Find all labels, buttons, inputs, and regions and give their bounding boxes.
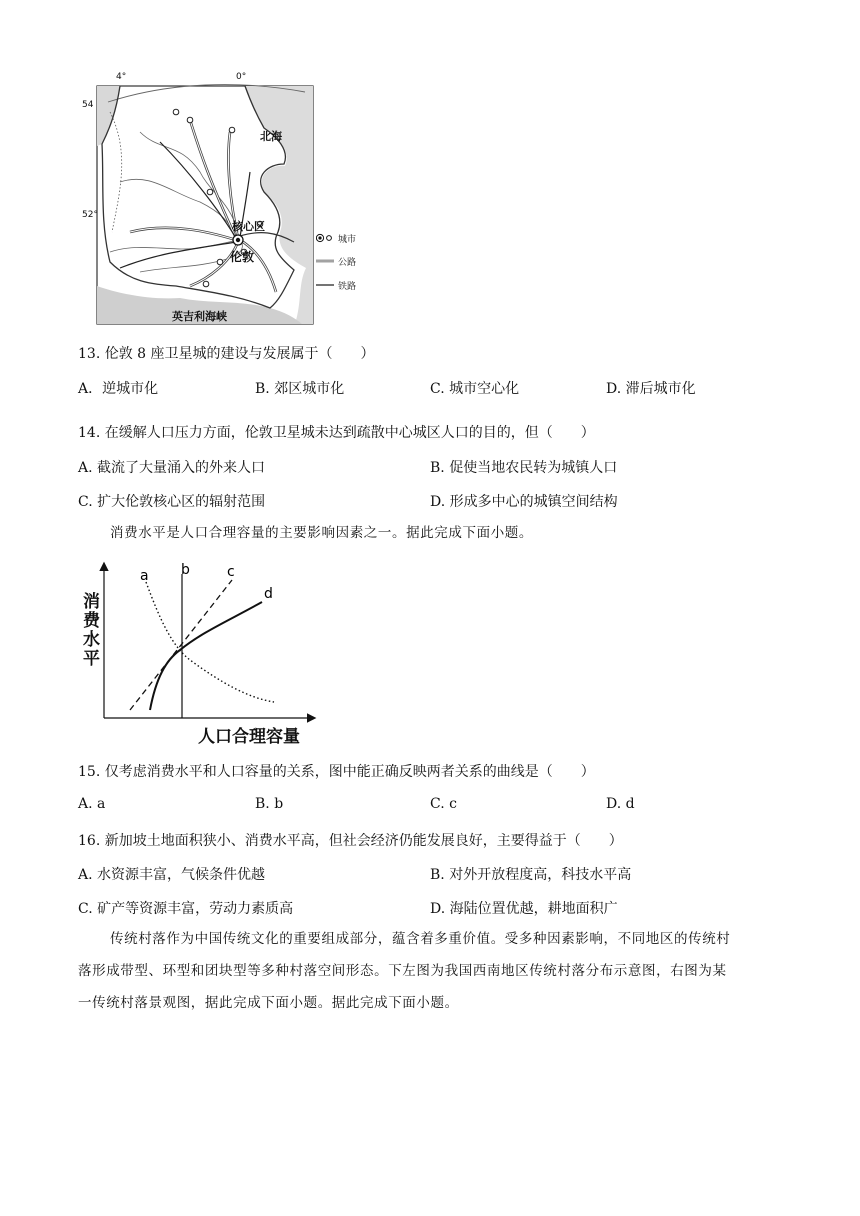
- london-map-figure: [80, 72, 370, 328]
- consumption-chart: [80, 560, 330, 750]
- q16-stem: 16. 新加坡土地面积狭小、消费水平高，但社会经济仍能发展良好，主要得益于（ ）: [78, 833, 623, 849]
- q15-option-d[interactable]: D. d: [606, 796, 635, 812]
- q16-option-d[interactable]: D. 海陆位置优越，耕地面积广: [430, 901, 618, 917]
- q13-stem: 13. 伦敦 8 座卫星城的建设与发展属于（ ）: [78, 346, 375, 362]
- q15-stem: 15. 仅考虑消费水平和人口容量的关系，图中能正确反映两者关系的曲线是（ ）: [78, 764, 595, 780]
- q13-option-d[interactable]: D. 滞后城市化: [606, 381, 696, 397]
- curve-c: [130, 580, 232, 710]
- q15-option-a[interactable]: A. a: [78, 796, 106, 812]
- q14-option-c[interactable]: C. 扩大伦敦核心区的辐射范围: [78, 494, 266, 510]
- lat-label-52: 52°: [82, 210, 98, 220]
- q13-option-c[interactable]: C. 城市空心化: [430, 381, 520, 397]
- lon-label-0: 0°: [236, 72, 247, 82]
- lat-label-54: 54: [82, 100, 94, 110]
- q13-option-b[interactable]: B. 郊区城市化: [255, 381, 345, 397]
- legend-road-label: 公路: [338, 258, 357, 268]
- curve-label-b: b: [181, 562, 190, 578]
- q15-option-c[interactable]: C. c: [430, 796, 457, 812]
- english-channel-label: 英吉利海峡: [172, 310, 227, 323]
- intro-villages-line3: 一传统村落景观图，据此完成下面小题。据此完成下面小题。: [78, 995, 459, 1011]
- q16-option-a[interactable]: A. 水资源丰富，气候条件优越: [78, 867, 266, 883]
- q14-option-a[interactable]: A. 截流了大量涌入的外来人口: [78, 460, 266, 476]
- q15-option-b[interactable]: B. b: [255, 796, 284, 812]
- q14-option-b[interactable]: B. 促使当地农民转为城镇人口: [430, 460, 618, 476]
- q14-stem: 14. 在缓解人口压力方面，伦敦卫星城未达到疏散中心城区人口的目的，但（ ）: [78, 425, 595, 441]
- q14-option-d[interactable]: D. 形成多中心的城镇空间结构: [430, 494, 618, 510]
- q16-option-c[interactable]: C. 矿产等资源丰富，劳动力素质高: [78, 901, 294, 917]
- core-area-label: 核心区: [232, 220, 265, 233]
- q16-option-b[interactable]: B. 对外开放程度高，科技水平高: [430, 867, 632, 883]
- intro-villages-line2: 落形成带型、环型和团块型等多种村落空间形态。下左图为我国西南地区传统村落分布示意图，右图为某: [78, 963, 727, 979]
- chart-x-label: 人口合理容量: [198, 727, 300, 747]
- lon-label-4: 4°: [116, 72, 127, 82]
- q13-option-a[interactable]: A．逆城市化: [78, 381, 159, 397]
- north-sea-label: 北海: [260, 130, 282, 143]
- legend-rail-label: 铁路: [338, 282, 357, 292]
- chart-y-label: 消费水平: [79, 592, 99, 668]
- intro-consumption: 消费水平是人口合理容量的主要影响因素之一。据此完成下面小题。: [110, 525, 533, 541]
- curve-a: [146, 582, 274, 702]
- curve-label-a: a: [140, 568, 149, 584]
- map-legend: [316, 230, 370, 296]
- intro-villages-line1: 传统村落作为中国传统文化的重要组成部分，蕴含着多重价值。受多种因素影响，不同地区的传统村: [110, 931, 731, 947]
- legend-city-label: 城市: [338, 235, 357, 245]
- curve-d: [150, 602, 262, 710]
- london-label: 伦敦: [230, 250, 255, 264]
- curve-label-d: d: [264, 586, 273, 602]
- curve-label-c: c: [227, 564, 235, 580]
